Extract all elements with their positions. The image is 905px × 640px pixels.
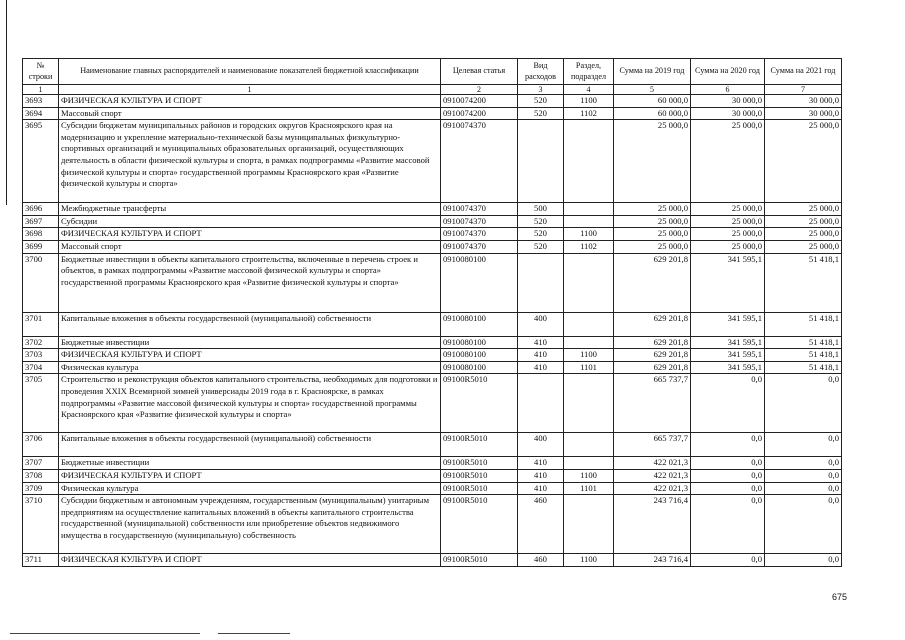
cell-name: Бюджетные инвестиции в объекты капитального строительства, включенные в перечень строек и объектов, в рамках подпрограммы «Развитие массовой физической культуры и спорта» государственной программы Красноярского края «Развитие физической культуры и спорта» xyxy=(59,253,441,312)
table-header-row xyxy=(23,59,842,85)
cell-vid: 410 xyxy=(518,469,564,482)
cell-razdel xyxy=(564,495,614,554)
header-index-cell: 4 xyxy=(564,85,614,95)
table-row xyxy=(23,482,842,495)
cell-sum-2021: 51 418,1 xyxy=(765,361,842,374)
table-row xyxy=(23,495,842,554)
cell-sum-2021: 0,0 xyxy=(765,457,842,470)
cell-row-no: 3708 xyxy=(23,469,59,482)
cell-name: ФИЗИЧЕСКАЯ КУЛЬТУРА И СПОРТ xyxy=(59,349,441,362)
cell-vid: 410 xyxy=(518,361,564,374)
cell-sum-2021: 51 418,1 xyxy=(765,349,842,362)
table-row xyxy=(23,312,842,336)
cell-target: 0910074200 xyxy=(441,95,518,108)
header-index-row xyxy=(23,85,842,95)
cell-razdel: 1101 xyxy=(564,482,614,495)
cell-razdel xyxy=(564,215,614,228)
cell-name: Бюджетные инвестиции xyxy=(59,336,441,349)
budget-table xyxy=(22,58,842,567)
cell-target: 09100R5010 xyxy=(441,457,518,470)
cell-sum-2020: 341 595,1 xyxy=(691,253,765,312)
cell-target: 09100R5010 xyxy=(441,554,518,567)
page-number: 675 xyxy=(832,592,848,602)
cell-name: ФИЗИЧЕСКАЯ КУЛЬТУРА И СПОРТ xyxy=(59,228,441,241)
table-row xyxy=(23,433,842,457)
cell-sum-2021: 25 000,0 xyxy=(765,203,842,216)
cell-razdel xyxy=(564,433,614,457)
table-row xyxy=(23,240,842,253)
cell-sum-2021: 30 000,0 xyxy=(765,95,842,108)
cell-sum-2020: 341 595,1 xyxy=(691,312,765,336)
cell-target: 0910080100 xyxy=(441,312,518,336)
cell-razdel: 1101 xyxy=(564,361,614,374)
cell-razdel: 1100 xyxy=(564,349,614,362)
cell-sum-2020: 0,0 xyxy=(691,482,765,495)
cell-vid: 460 xyxy=(518,554,564,567)
cell-razdel: 1100 xyxy=(564,228,614,241)
left-margin-rule xyxy=(6,0,7,205)
cell-sum-2020: 341 595,1 xyxy=(691,336,765,349)
table-row xyxy=(23,361,842,374)
cell-row-no: 3707 xyxy=(23,457,59,470)
cell-row-no: 3693 xyxy=(23,95,59,108)
cell-vid xyxy=(518,120,564,203)
cell-sum-2020: 25 000,0 xyxy=(691,203,765,216)
cell-razdel: 1102 xyxy=(564,240,614,253)
cell-sum-2020: 0,0 xyxy=(691,495,765,554)
table-row xyxy=(23,107,842,120)
cell-target: 0910074370 xyxy=(441,203,518,216)
cell-sum-2021: 25 000,0 xyxy=(765,215,842,228)
cell-sum-2020: 341 595,1 xyxy=(691,349,765,362)
cell-sum-2020: 0,0 xyxy=(691,554,765,567)
table-row xyxy=(23,374,842,433)
table-row xyxy=(23,215,842,228)
cell-sum-2019: 629 201,8 xyxy=(614,361,691,374)
cell-razdel xyxy=(564,312,614,336)
cell-sum-2020: 25 000,0 xyxy=(691,228,765,241)
cell-name: Субсидии бюджетным и автономным учреждениям, государственным (муниципальным) унитарным предприятиям на осуществление капитальных вложений в объекты капитального строительства государственной (муниципальной) собственности или приобретение объектов недвижимого имущества в государственную (муниципальную) собственность xyxy=(59,495,441,554)
header-razdel: Раздел, подраздел xyxy=(564,59,614,85)
cell-sum-2019: 25 000,0 xyxy=(614,240,691,253)
cell-sum-2019: 629 201,8 xyxy=(614,336,691,349)
cell-razdel xyxy=(564,120,614,203)
cell-sum-2021: 51 418,1 xyxy=(765,336,842,349)
header-index-cell: 6 xyxy=(691,85,765,95)
table-row xyxy=(23,95,842,108)
cell-name: ФИЗИЧЕСКАЯ КУЛЬТУРА И СПОРТ xyxy=(59,95,441,108)
cell-target: 09100R5010 xyxy=(441,374,518,433)
cell-razdel: 1100 xyxy=(564,554,614,567)
cell-sum-2020: 0,0 xyxy=(691,457,765,470)
header-index-cell: 1 xyxy=(59,85,441,95)
header-index-cell: 7 xyxy=(765,85,842,95)
cell-row-no: 3703 xyxy=(23,349,59,362)
cell-sum-2020: 341 595,1 xyxy=(691,361,765,374)
cell-sum-2021: 25 000,0 xyxy=(765,240,842,253)
table-row xyxy=(23,469,842,482)
table-body xyxy=(23,95,842,567)
cell-sum-2019: 665 737,7 xyxy=(614,433,691,457)
cell-sum-2019: 422 021,3 xyxy=(614,482,691,495)
cell-target: 0910080100 xyxy=(441,336,518,349)
cell-row-no: 3710 xyxy=(23,495,59,554)
cell-razdel: 1100 xyxy=(564,469,614,482)
cell-sum-2020: 0,0 xyxy=(691,469,765,482)
cell-sum-2021: 0,0 xyxy=(765,482,842,495)
cell-target: 0910074370 xyxy=(441,228,518,241)
header-row-no: № строки xyxy=(23,59,59,85)
cell-row-no: 3696 xyxy=(23,203,59,216)
cell-sum-2021: 30 000,0 xyxy=(765,107,842,120)
cell-sum-2019: 243 716,4 xyxy=(614,495,691,554)
cell-vid xyxy=(518,374,564,433)
header-name: Наименование главных распорядителей и наименование показателей бюджетной классификации xyxy=(59,59,441,85)
cell-row-no: 3700 xyxy=(23,253,59,312)
cell-sum-2021: 0,0 xyxy=(765,554,842,567)
cell-name: Субсидии xyxy=(59,215,441,228)
cell-razdel xyxy=(564,457,614,470)
cell-sum-2019: 422 021,3 xyxy=(614,457,691,470)
cell-sum-2020: 25 000,0 xyxy=(691,240,765,253)
cell-vid xyxy=(518,253,564,312)
table-row xyxy=(23,203,842,216)
cell-name: Физическая культура xyxy=(59,482,441,495)
cell-name: Массовый спорт xyxy=(59,107,441,120)
cell-vid: 410 xyxy=(518,336,564,349)
cell-row-no: 3704 xyxy=(23,361,59,374)
cell-name: Капитальные вложения в объекты государственной (муниципальной) собственности xyxy=(59,433,441,457)
cell-sum-2020: 30 000,0 xyxy=(691,107,765,120)
table-row xyxy=(23,336,842,349)
cell-razdel xyxy=(564,203,614,216)
cell-sum-2019: 629 201,8 xyxy=(614,312,691,336)
cell-name: Строительство и реконструкция объектов капитального строительства, необходимых для подготовки и проведения XXIX Всемирной зимней универсиады 2019 года в г. Красноярске, в рамках подпрограммы «Развитие массовой физической культуры и спорта» государственной программы Красноярского края «Развитие физической культуры и спорта» xyxy=(59,374,441,433)
cell-sum-2019: 25 000,0 xyxy=(614,215,691,228)
cell-name: Массовый спорт xyxy=(59,240,441,253)
table-row xyxy=(23,228,842,241)
cell-vid: 410 xyxy=(518,457,564,470)
cell-target: 0910080100 xyxy=(441,253,518,312)
cell-sum-2021: 0,0 xyxy=(765,374,842,433)
cell-sum-2019: 60 000,0 xyxy=(614,95,691,108)
header-index-cell: 2 xyxy=(441,85,518,95)
cell-sum-2019: 25 000,0 xyxy=(614,228,691,241)
cell-name: Капитальные вложения в объекты государственной (муниципальной) собственности xyxy=(59,312,441,336)
cell-row-no: 3694 xyxy=(23,107,59,120)
cell-razdel: 1100 xyxy=(564,95,614,108)
cell-row-no: 3709 xyxy=(23,482,59,495)
cell-row-no: 3697 xyxy=(23,215,59,228)
cell-sum-2019: 25 000,0 xyxy=(614,203,691,216)
cell-target: 0910080100 xyxy=(441,349,518,362)
cell-vid: 500 xyxy=(518,203,564,216)
cell-target: 0910074370 xyxy=(441,120,518,203)
cell-vid: 410 xyxy=(518,482,564,495)
cell-sum-2019: 60 000,0 xyxy=(614,107,691,120)
header-vid: Вид расходов xyxy=(518,59,564,85)
table-row xyxy=(23,554,842,567)
cell-razdel xyxy=(564,336,614,349)
cell-sum-2021: 25 000,0 xyxy=(765,120,842,203)
cell-sum-2019: 243 716,4 xyxy=(614,554,691,567)
footer-rule-right xyxy=(218,633,290,634)
cell-sum-2020: 25 000,0 xyxy=(691,120,765,203)
cell-sum-2020: 0,0 xyxy=(691,374,765,433)
cell-vid: 520 xyxy=(518,228,564,241)
cell-target: 0910074370 xyxy=(441,215,518,228)
cell-sum-2019: 422 021,3 xyxy=(614,469,691,482)
cell-target: 0910074200 xyxy=(441,107,518,120)
header-target: Целевая статья xyxy=(441,59,518,85)
cell-vid: 400 xyxy=(518,312,564,336)
cell-sum-2021: 25 000,0 xyxy=(765,228,842,241)
cell-target: 09100R5010 xyxy=(441,482,518,495)
cell-sum-2019: 665 737,7 xyxy=(614,374,691,433)
table-row xyxy=(23,349,842,362)
cell-sum-2019: 25 000,0 xyxy=(614,120,691,203)
cell-vid: 520 xyxy=(518,240,564,253)
cell-name: Физическая культура xyxy=(59,361,441,374)
cell-vid: 520 xyxy=(518,107,564,120)
header-index-cell: 1 xyxy=(23,85,59,95)
document-page xyxy=(22,58,841,567)
cell-name: Межбюджетные трансферты xyxy=(59,203,441,216)
cell-razdel xyxy=(564,374,614,433)
table-row xyxy=(23,120,842,203)
cell-name: ФИЗИЧЕСКАЯ КУЛЬТУРА И СПОРТ xyxy=(59,469,441,482)
cell-target: 0910080100 xyxy=(441,361,518,374)
cell-sum-2020: 0,0 xyxy=(691,433,765,457)
cell-razdel xyxy=(564,253,614,312)
header-index-cell: 5 xyxy=(614,85,691,95)
table-row xyxy=(23,253,842,312)
header-index-cell: 3 xyxy=(518,85,564,95)
cell-row-no: 3699 xyxy=(23,240,59,253)
cell-target: 0910074370 xyxy=(441,240,518,253)
cell-vid: 410 xyxy=(518,349,564,362)
cell-target: 09100R5010 xyxy=(441,433,518,457)
cell-row-no: 3698 xyxy=(23,228,59,241)
cell-sum-2020: 30 000,0 xyxy=(691,95,765,108)
cell-sum-2021: 0,0 xyxy=(765,433,842,457)
cell-row-no: 3701 xyxy=(23,312,59,336)
cell-target: 09100R5010 xyxy=(441,469,518,482)
cell-sum-2019: 629 201,8 xyxy=(614,253,691,312)
cell-vid: 460 xyxy=(518,495,564,554)
cell-sum-2021: 0,0 xyxy=(765,495,842,554)
cell-target: 09100R5010 xyxy=(441,495,518,554)
cell-row-no: 3711 xyxy=(23,554,59,567)
cell-name: Бюджетные инвестиции xyxy=(59,457,441,470)
cell-sum-2019: 629 201,8 xyxy=(614,349,691,362)
cell-sum-2020: 25 000,0 xyxy=(691,215,765,228)
cell-sum-2021: 51 418,1 xyxy=(765,253,842,312)
cell-name: ФИЗИЧЕСКАЯ КУЛЬТУРА И СПОРТ xyxy=(59,554,441,567)
cell-sum-2021: 0,0 xyxy=(765,469,842,482)
cell-sum-2021: 51 418,1 xyxy=(765,312,842,336)
cell-name: Субсидии бюджетам муниципальных районов и городских округов Красноярского края на модернизацию и укрепление материально-технической базы муниципальных физкультурно-спортивных организаций и муниципальных образовательных организаций, осуществляющих деятельность в области физической культуры и спорта, в рамках подпрограммы «Развитие массовой физической культуры и спорта» государственной программы Красноярского края «Развитие физической культуры и спорта» xyxy=(59,120,441,203)
footer-rule-left xyxy=(10,633,200,634)
cell-razdel: 1102 xyxy=(564,107,614,120)
cell-row-no: 3695 xyxy=(23,120,59,203)
table-row xyxy=(23,457,842,470)
cell-vid: 520 xyxy=(518,95,564,108)
cell-vid: 400 xyxy=(518,433,564,457)
cell-row-no: 3705 xyxy=(23,374,59,433)
header-sum-2019: Сумма на 2019 год xyxy=(614,59,691,85)
header-sum-2021: Сумма на 2021 год xyxy=(765,59,842,85)
cell-vid: 520 xyxy=(518,215,564,228)
header-sum-2020: Сумма на 2020 год xyxy=(691,59,765,85)
cell-row-no: 3702 xyxy=(23,336,59,349)
cell-row-no: 3706 xyxy=(23,433,59,457)
